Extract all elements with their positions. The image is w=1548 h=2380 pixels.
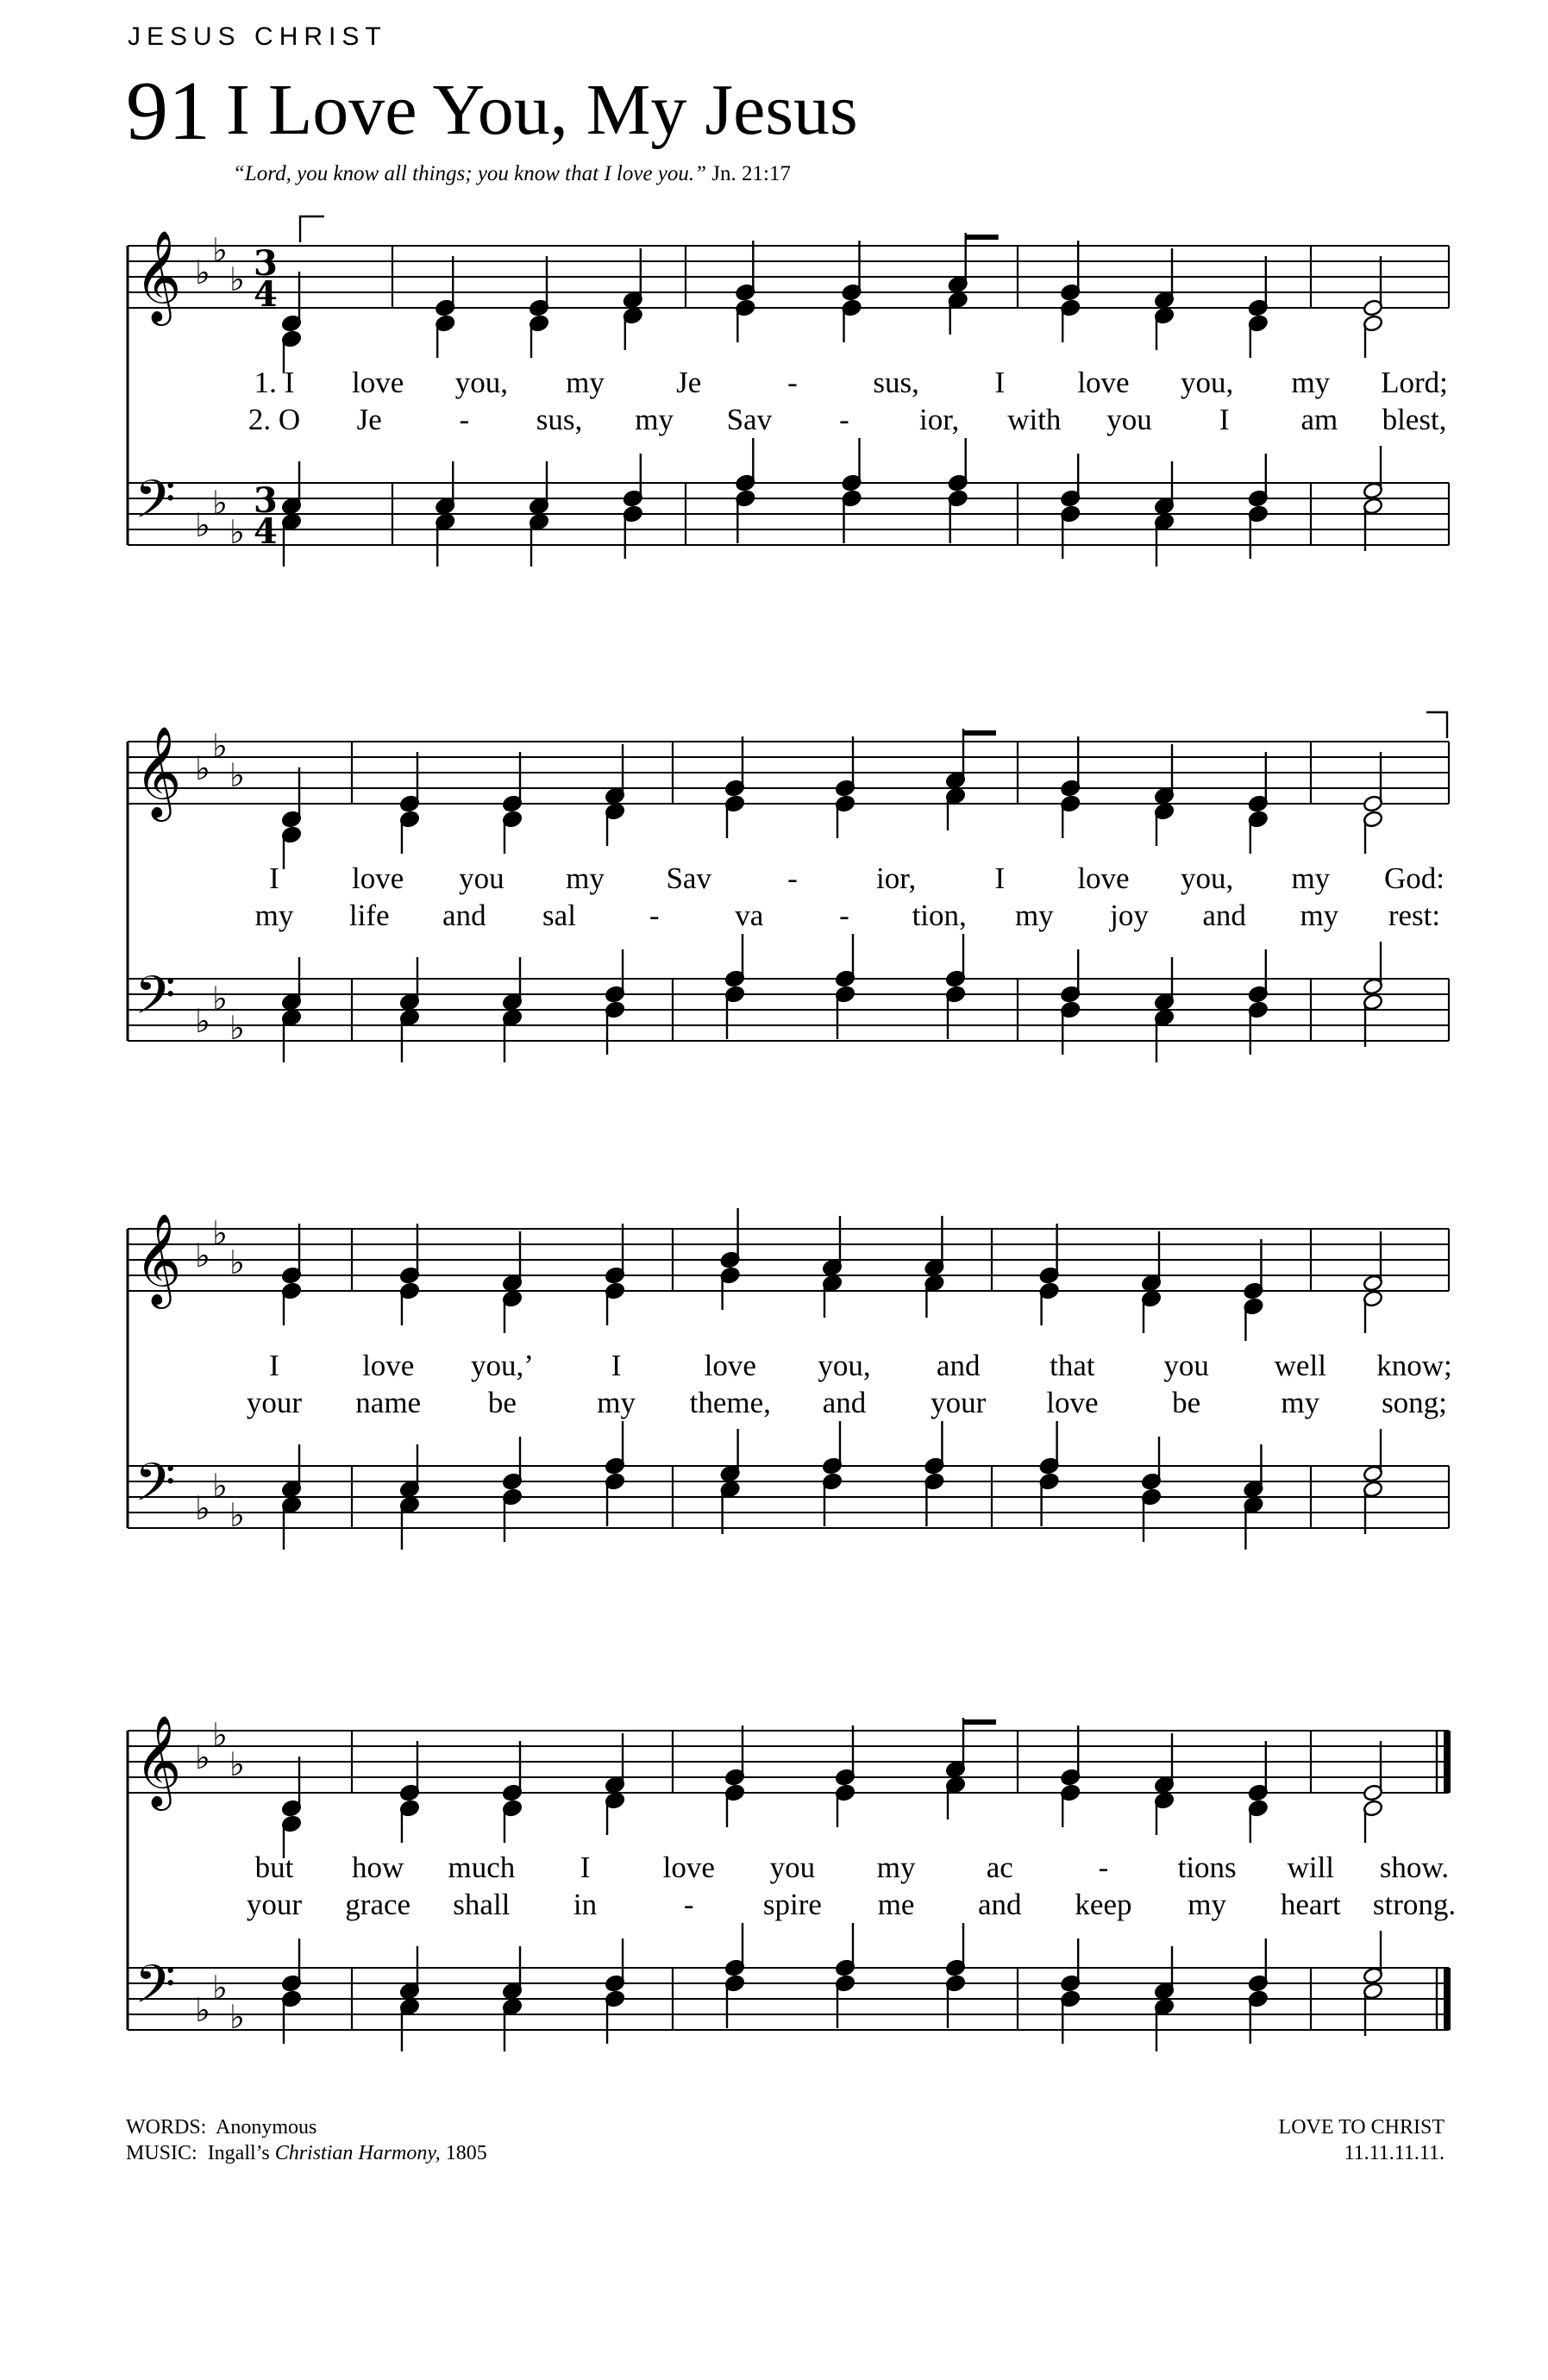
lyric-verse-2: ior, — [919, 403, 960, 436]
lyric-verse-1: my — [876, 1851, 916, 1884]
lyric-verse-1: but — [254, 1851, 294, 1884]
lyric-verse-1: 1. I — [254, 366, 295, 399]
lyric-verse-2: shall — [453, 1888, 511, 1921]
music-credit-title: Christian Harmony, — [274, 2142, 441, 2164]
lyric-verse-1: Sav — [666, 861, 711, 895]
lyric-verse-1: show. — [1379, 1851, 1450, 1884]
lyric-verse-2: your — [931, 1386, 987, 1419]
lyrics — [247, 1349, 1452, 1419]
flat-icon: ♭ — [229, 1243, 245, 1281]
lyric-verse-1: I — [580, 1851, 591, 1884]
lyric-verse-2: - — [839, 403, 849, 436]
lyrics — [247, 1851, 1456, 1921]
meter: 11.11.11.11. — [1344, 2142, 1445, 2164]
tune-info — [1279, 2114, 1445, 2166]
time-signature-top: 3 — [254, 480, 278, 521]
music-system — [128, 712, 1449, 1062]
lyric-verse-2: you — [1106, 403, 1152, 436]
lyric-verse-2: Je — [356, 403, 382, 436]
flat-icon: ♭ — [195, 1991, 210, 2029]
treble-clef-icon: 𝄞 — [135, 1714, 182, 1807]
lyric-verse-1: you,’ — [470, 1349, 534, 1382]
time-signature-bottom: 4 — [254, 274, 278, 315]
flat-icon: ♭ — [195, 1002, 210, 1040]
flat-icon: ♭ — [229, 513, 245, 551]
lyric-verse-1: you, — [1181, 861, 1234, 895]
lyric-verse-1: - — [787, 861, 798, 895]
music-credit-year: 1805 — [445, 2142, 487, 2164]
lyric-verse-1: - — [787, 366, 798, 399]
lyric-verse-2: strong. — [1372, 1888, 1457, 1921]
lyric-verse-1: sus, — [873, 366, 919, 399]
lyric-verse-1: Je — [676, 366, 702, 399]
lyric-verse-1: you — [459, 861, 505, 895]
lyric-verse-2: life — [348, 899, 390, 932]
flat-icon: ♭ — [212, 231, 228, 269]
lyric-verse-1: my — [566, 366, 605, 399]
lyric-verse-2: with — [1007, 403, 1062, 436]
lyric-verse-2: spire — [762, 1888, 822, 1921]
lyric-verse-1: that — [1050, 1349, 1095, 1382]
flat-icon: ♭ — [195, 506, 210, 544]
bass-clef-icon: 𝄢 — [135, 469, 176, 543]
lyric-verse-2: blest, — [1382, 403, 1447, 436]
credits — [126, 2114, 487, 2166]
lyric-verse-2: me — [877, 1888, 915, 1921]
lyric-verse-2: Sav — [726, 403, 773, 436]
treble-staff — [128, 1229, 1449, 1291]
lyric-verse-2: and — [1202, 899, 1246, 932]
flat-icon: ♭ — [195, 749, 210, 787]
treble-staff — [128, 1731, 1449, 1793]
words-label: WORDS: — [126, 2116, 207, 2139]
lyric-verse-2: my — [1014, 899, 1054, 932]
lyric-verse-2: in — [573, 1888, 598, 1921]
lyric-verse-1: how — [352, 1851, 404, 1884]
lyrics — [248, 366, 1448, 436]
flat-icon: ♭ — [229, 756, 245, 794]
refrain-bracket-end — [1426, 712, 1447, 738]
lyric-verse-2: and — [442, 899, 486, 932]
lyric-verse-2: - — [683, 1888, 694, 1921]
lyric-verse-1: will — [1287, 1851, 1335, 1884]
lyric-verse-2: my — [254, 899, 294, 932]
flat-icon: ♭ — [212, 1214, 228, 1252]
lyric-verse-2: song; — [1382, 1386, 1447, 1419]
lyric-verse-2: your — [246, 1888, 303, 1921]
treble-staff — [128, 742, 1449, 804]
lyric-verse-2: name — [355, 1386, 422, 1419]
flat-icon: ♭ — [212, 1716, 228, 1754]
lyric-verse-2: sal — [542, 899, 576, 932]
lyric-verse-1: you, — [454, 366, 508, 399]
lyric-verse-1: love — [352, 861, 404, 895]
time-signature-top: 3 — [254, 243, 278, 284]
flat-icon: ♭ — [195, 1738, 210, 1776]
lyric-verse-1: and — [936, 1349, 981, 1382]
music-credit-source: Ingall’s — [207, 2142, 270, 2164]
lyric-verse-2: - — [839, 899, 849, 932]
lyric-verse-1: know; — [1376, 1349, 1452, 1382]
lyric-verse-1: I — [269, 1349, 279, 1382]
treble-clef-icon: 𝄞 — [135, 725, 182, 817]
lyric-verse-1: my — [1291, 366, 1331, 399]
lyric-verse-2: sus, — [536, 403, 583, 436]
lyric-verse-2: - — [459, 403, 470, 436]
lyric-verse-2: I — [1219, 403, 1230, 436]
lyric-verse-1: love — [352, 366, 404, 399]
lyric-verse-1: ior, — [875, 861, 917, 895]
lyric-verse-2: rest: — [1388, 899, 1441, 932]
lyric-verse-2: and — [822, 1386, 867, 1419]
lyric-verse-1: love — [1077, 366, 1130, 399]
flat-icon: ♭ — [212, 1467, 228, 1505]
lyric-verse-2: my — [1300, 899, 1339, 932]
lyric-verse-1: God: — [1384, 861, 1445, 895]
lyric-verse-2: va — [735, 899, 764, 932]
lyric-verse-2: tion, — [912, 899, 967, 932]
epigraph-reference: Jn. 21:17 — [711, 162, 791, 185]
lyric-verse-2: my — [635, 403, 674, 436]
treble-clef-icon: 𝄞 — [135, 1212, 182, 1305]
lyric-verse-1: you — [1163, 1349, 1209, 1382]
flat-icon: ♭ — [229, 1998, 245, 2036]
lyric-verse-2: be — [1172, 1386, 1201, 1419]
lyric-verse-1: I — [269, 861, 279, 895]
lyric-verse-1: you — [769, 1851, 816, 1884]
section-heading: JESUS CHRIST — [128, 22, 387, 51]
flat-icon: ♭ — [195, 1237, 210, 1275]
lyric-verse-2: heart — [1280, 1888, 1341, 1921]
flat-icon: ♭ — [229, 1009, 245, 1047]
flat-icon: ♭ — [229, 260, 245, 298]
lyric-verse-2: grace — [345, 1888, 411, 1921]
lyric-verse-1: I — [994, 366, 1006, 399]
bass-clef-icon: 𝄢 — [135, 1452, 176, 1526]
flat-icon: ♭ — [212, 1969, 228, 2007]
lyric-verse-2: your — [246, 1386, 303, 1419]
flat-icon: ♭ — [195, 1489, 210, 1527]
hymn-number: 91 — [126, 65, 210, 158]
flat-icon: ♭ — [212, 484, 228, 522]
treble-staff — [128, 246, 1449, 308]
lyric-verse-1: much — [448, 1851, 516, 1884]
words-credit: Anonymous — [216, 2116, 317, 2139]
lyric-verse-2: be — [487, 1386, 517, 1419]
flat-icon: ♭ — [212, 727, 228, 765]
time-signature-bottom: 4 — [254, 511, 278, 552]
lyric-verse-2: my — [1281, 1386, 1320, 1419]
flat-icon: ♭ — [212, 980, 228, 1018]
lyric-verse-2: my — [1188, 1888, 1227, 1921]
lyric-verse-2: and — [977, 1888, 1022, 1921]
lyric-verse-2: - — [649, 899, 660, 932]
time-signature-treble — [254, 243, 278, 315]
treble-clef-icon: 𝄞 — [135, 229, 182, 322]
music-label: MUSIC: — [126, 2142, 197, 2164]
tune-name: LOVE TO CHRIST — [1278, 2116, 1445, 2139]
lyric-verse-1: love — [1077, 861, 1130, 895]
lyric-verse-2: keep — [1075, 1888, 1132, 1921]
lyric-verse-1: Lord; — [1381, 366, 1448, 399]
lyric-verse-1: love — [362, 1349, 415, 1382]
lyric-verse-2: am — [1300, 403, 1338, 436]
lyric-verse-1: love — [704, 1349, 756, 1382]
music-system — [128, 1714, 1456, 2051]
lyrics — [255, 861, 1445, 932]
lyric-verse-1: you, — [1181, 366, 1234, 399]
lyric-verse-2: my — [597, 1386, 636, 1419]
music-system — [128, 1208, 1452, 1550]
lyric-verse-1: my — [1291, 861, 1331, 895]
hymn-title: I Love You, My Jesus — [226, 70, 858, 150]
lyric-verse-1: I — [994, 861, 1006, 895]
lyric-verse-2: joy — [1110, 899, 1149, 932]
lyric-verse-1: my — [566, 861, 605, 895]
flat-icon: ♭ — [229, 1496, 245, 1534]
lyric-verse-1: well — [1274, 1349, 1326, 1382]
refrain-bracket-start — [300, 216, 324, 242]
bass-clef-icon: 𝄢 — [135, 965, 176, 1039]
epigraph-quote: “Lord, you know all things; you know that I love you.” — [233, 162, 707, 185]
lyric-verse-1: ac — [986, 1851, 1013, 1884]
time-signature-bass — [254, 480, 278, 552]
lyric-verse-1: - — [1098, 1851, 1109, 1884]
flat-icon: ♭ — [229, 1745, 245, 1783]
lyric-verse-2: love — [1046, 1386, 1099, 1419]
music-system — [128, 216, 1449, 567]
lyric-verse-1: tions — [1177, 1851, 1237, 1884]
lyric-verse-1: you, — [818, 1349, 871, 1382]
lyric-verse-1: I — [611, 1349, 622, 1382]
lyric-verse-2: theme, — [689, 1386, 771, 1419]
bass-clef-icon: 𝄢 — [135, 1954, 176, 2028]
flat-icon: ♭ — [195, 254, 210, 291]
lyric-verse-2: 2. O — [248, 403, 301, 436]
lyric-verse-1: love — [662, 1851, 715, 1884]
